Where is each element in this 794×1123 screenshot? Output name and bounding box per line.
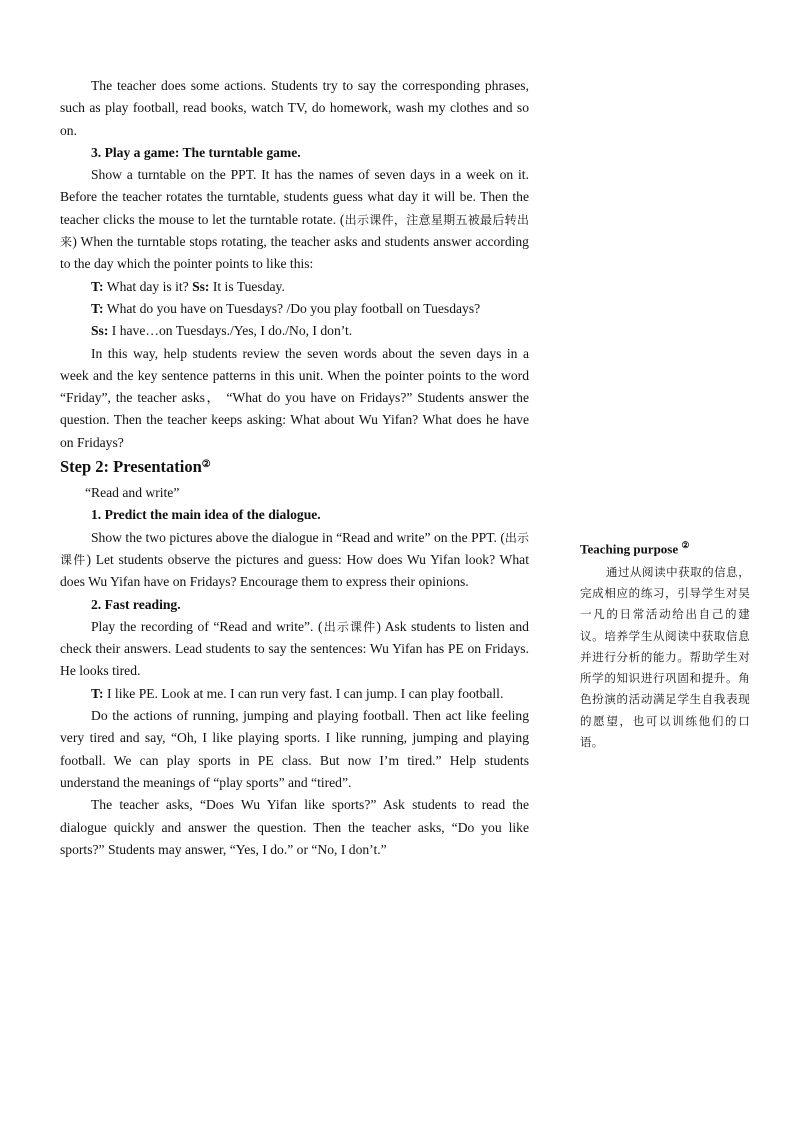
main-column bbox=[60, 75, 529, 861]
paragraph-question: The teacher asks, “Does Wu Yifan like sports?” Ask students to read the dialogue quickly and answer the question. Then the teacher asks, “Do you like sports?” Students may answer, “Yes, I do.” or “No, I don’t.” bbox=[60, 797, 529, 857]
chinese-note: 出示课件 bbox=[60, 530, 529, 567]
heading-predict: 1. Predict the main idea of the dialogue. bbox=[91, 507, 321, 523]
speaker-label: Ss: bbox=[192, 278, 210, 294]
teacher-line bbox=[60, 683, 529, 705]
speaker-label: T: bbox=[91, 278, 104, 294]
speaker-label: T: bbox=[91, 685, 104, 701]
paragraph-actions: The teacher does some actions. Students try to say the corresponding phrases, such as play football, read books, watch TV, do homework, wash my clothes and so on. bbox=[60, 78, 529, 138]
note-title bbox=[580, 535, 750, 560]
chinese-note: 出示课件，注意星期五被最后转出来 bbox=[60, 212, 529, 250]
footnote-marker: ② bbox=[681, 540, 690, 550]
teaching-purpose-note bbox=[580, 535, 750, 753]
dialogue-text: What day is it? bbox=[103, 278, 193, 294]
note-body: 通过从阅读中获取的信息，完成相应的练习，引导学生对吴一凡的日常活动给出自己的建议。培养学生从阅读中获取信息并进行分析的能力。帮助学生对所学的知识进行巩固和提升。角色扮演的活动满足学生自我表现的愿望，也可以训练他们的口语。 bbox=[580, 564, 750, 749]
dialogue-line-2 bbox=[60, 298, 529, 320]
paragraph-text: ) When the turntable stops rotating, the teacher asks and students answer according to the day which the pointer points to like this: bbox=[60, 234, 529, 272]
paragraph-turntable bbox=[60, 164, 529, 275]
chinese-note: 出示课件 bbox=[322, 619, 377, 634]
dialogue-text: I have…on Tuesdays./Yes, I do./No, I don’t. bbox=[108, 323, 353, 339]
step-heading bbox=[60, 454, 529, 480]
paragraph-text: ) Let students observe the pictures and guess: How does Wu Yifan look? What does Wu Yifan have on Fridays? Encourage them to express their opinions. bbox=[60, 551, 529, 590]
dialogue-text: It is Tuesday. bbox=[209, 278, 285, 294]
heading-turntable-game: 3. Play a game: The turntable game. bbox=[91, 144, 301, 160]
step-title: Step 2: Presentation bbox=[60, 457, 202, 477]
paragraph-review: In this way, help students review the seven words about the seven days in a week and the key sentence patterns in this unit. When the pointer points to the word “Friday”, the teacher asks， “What do you have on Fridays?” Students answer the question. Then the teacher keeps asking: What about Wu Yifan? What does he have on Fridays? bbox=[60, 345, 529, 450]
section-quote: “Read and write” bbox=[85, 485, 180, 501]
heading-fast-reading: 2. Fast reading. bbox=[91, 596, 181, 612]
paragraph-text: Play the recording of “Read and write”. ( bbox=[91, 618, 323, 634]
note-title-text: Teaching purpose bbox=[580, 541, 679, 557]
dialogue-text: I like PE. Look at me. I can run very fast. I can jump. I can play football. bbox=[103, 685, 504, 701]
paragraph-pictures bbox=[60, 527, 529, 594]
dialogue-line-1 bbox=[60, 276, 529, 298]
paragraph-text: Show the two pictures above the dialogue in “Read and write” on the PPT. ( bbox=[91, 529, 505, 545]
footnote-marker: ② bbox=[201, 459, 211, 471]
paragraph-recording bbox=[60, 616, 529, 683]
paragraph-text: Show a turntable on the PPT. It has the names of seven days in a week on it. Before the teacher rotates the turntable, students guess what day it will be. Then the teacher clicks the mouse to let the turntable rotate. ( bbox=[60, 167, 529, 227]
speaker-label: T: bbox=[91, 300, 104, 316]
speaker-label: Ss: bbox=[91, 323, 109, 339]
dialogue-line-3 bbox=[60, 320, 529, 342]
dialogue-text: What do you have on Tuesdays? /Do you play football on Tuesdays? bbox=[103, 300, 481, 316]
paragraph-text: ) Ask students to listen and check their answers. Lead students to say the sentences: Wu Yifan has PE on Fridays. He looks tired. bbox=[60, 618, 529, 679]
paragraph-actions-sports: Do the actions of running, jumping and playing football. Then act like feeling very tired and say, “Oh, I like playing sports. I like running, jumping and playing football. We can play sports in PE class. But now I’m tired.” Help students understand the meanings of “play sports” and “tired”. bbox=[60, 708, 529, 790]
